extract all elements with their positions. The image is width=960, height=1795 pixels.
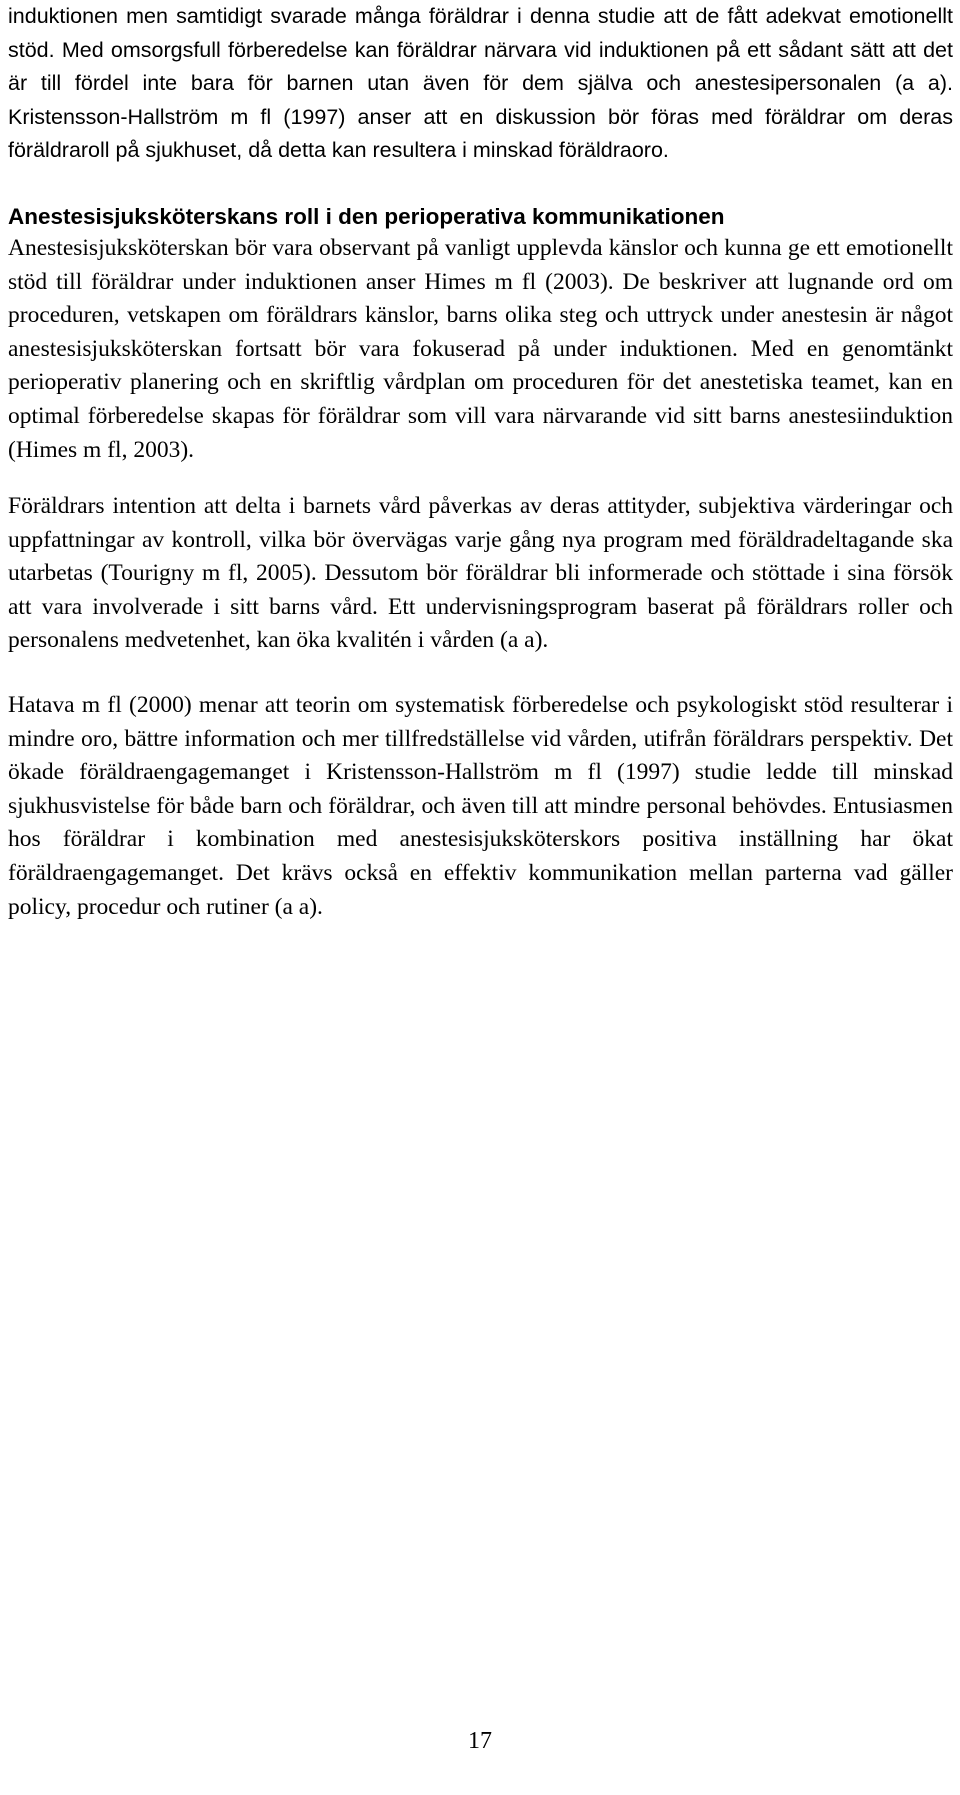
body-paragraph-2: Föräldrars intention att delta i barnets vård påverkas av deras attityder, subjektiva värderingar och uppfattningar av kontroll, vilka bör övervägas varje gång nya program med föräldradeltagande ska utarbetas (Tourigny m fl, 2005). Dessutom bör föräldrar bli informerade och stöttade i sina försök att vara involverade i sitt barns vård. Ett undervisningsprogram baserat på föräldrars roller och personalens medvetenhet, kan öka kvalitén i vården (a a). <box>8 493 953 654</box>
page-number: 17 <box>468 1728 492 1754</box>
intro-paragraph: induktionen men samtidigt svarade många föräldrar i denna studie att de fått adekvat emotionellt stöd. Med omsorgsfull förberedelse kan föräldrar närvara vid induktionen på ett sådant sätt att det är till fördel inte bara för barnen utan även för dem själva och anestesipersonalen (a a). Kristensson-Hallström m fl (1997) anser att en diskussion bör föras med föräldrar om deras föräldraroll på sjukhuset, då detta kan resultera i minskad föräldraoro. <box>8 4 953 162</box>
body-paragraph-1: Anestesisjuksköterskan bör vara observant på vanligt upplevda känslor och kunna ge ett emotionellt stöd till föräldrar under induktionen anser Himes m fl (2003). De beskriver att lugnande ord om proceduren, vetskapen om föräldrars känslor, barns olika steg och uttryck under anestesin är något anestesisjuksköterskan fortsatt bör vara fokuserad på under induktionen. Med en genomtänkt perioperativ planering och en skriftlig vårdplan om proceduren för det anestetiska teamet, kan en optimal förberedelse skapas för föräldrar som vill vara närvarande vid sitt barns anestesiinduktion (Himes m fl, 2003). <box>8 235 953 463</box>
section-heading: Anestesisjuksköterskans roll i den perioperativa kommunikationen <box>8 204 725 229</box>
body-paragraph-3: Hatava m fl (2000) menar att teorin om systematisk förberedelse och psykologiskt stöd resulterar i mindre oro, bättre information och mer tillfredställelse vid vården, utifrån föräldrars perspektiv. Det ökade föräldraengagemanget i Kristensson-Hallström m fl (1997) studie ledde till minskad sjukhusvistelse för både barn och föräldrar, och även till att mindre personal behövdes. Entusiasmen hos föräldrar i kombination med anestesisjuksköterskors positiva inställning har ökat föräldraengagemanget. Det krävs också en effektiv kommunikation mellan parterna vad gäller policy, procedur och rutiner (a a). <box>8 692 953 920</box>
